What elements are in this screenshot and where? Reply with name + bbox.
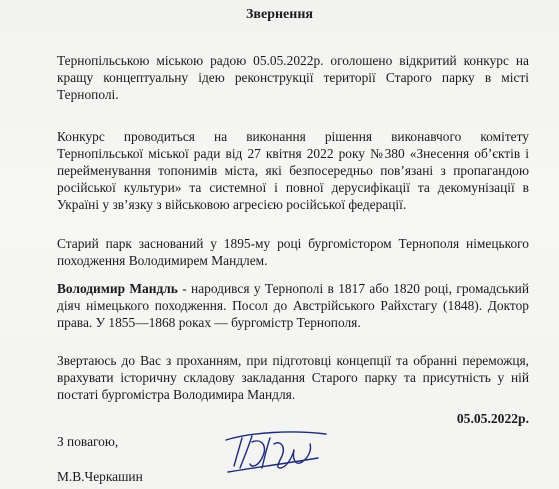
paragraph-mandl-bio <box>57 280 529 331</box>
text-line: перейменування топонимів міста, які безпосередньо пов’язані з пропагандою <box>57 163 529 178</box>
text-line: Україні у зв’язку з військовою агресією російської федерації. <box>57 197 407 212</box>
text-line: російської культури» та системної і повної дерусифікації та декомунізації в <box>57 180 529 195</box>
text-line: Старий парк заснований у 1895-му році бургомістором Тернополя німецького <box>57 236 529 251</box>
text-line: кращу концептуальну ідею реконструкції території Старого парку в місті <box>57 70 529 85</box>
text-line: Тернопільською міською радою 05.05.2022р. оголошено відкритий конкурс на <box>57 53 529 68</box>
text-line <box>57 280 529 297</box>
document-date: 05.05.2022р. <box>456 411 529 426</box>
text-line: Звертаюсь до Вас з проханням, при підготовці концепції та обранні переможця, <box>57 353 529 368</box>
text-line: походження Володимирем Мандлем. <box>57 253 268 268</box>
text-line: права. У 1855—1868 роках — бургомістр Тернополя. <box>57 315 361 330</box>
closing-regards: З повагою, <box>57 434 119 449</box>
document-title: Звернення <box>246 7 313 22</box>
text-line: Конкурс проводиться на виконання рішення виконавчого комітету <box>57 129 529 144</box>
paragraph-contest-announcement <box>57 52 529 103</box>
paragraph-request <box>57 352 529 403</box>
paragraph-park-history <box>57 235 529 269</box>
text-line: постаті бургомістра Володимира Мандля. <box>57 387 296 402</box>
text-segment: - народився у Тернополі в 1817 або 1820 році, громадський <box>177 281 530 296</box>
text-line: Тернопільської міської ради від 27 квітня 2022 року №380 «Знесення об’єктів і <box>57 146 529 161</box>
paragraph-contest-basis <box>57 128 529 213</box>
text-line: врахувати історичну складову закладання Старого парку та присутність у ній <box>57 370 529 385</box>
text-line: діяч німецького походження. Посол до Австрійського Райхстагу (1848). Доктор <box>57 298 529 313</box>
handwritten-signature <box>222 428 332 476</box>
mandl-name: Володимир Мандль <box>57 281 178 296</box>
signer-name: М.В.Черкашин <box>57 469 143 484</box>
text-line: Тернополі. <box>57 87 119 102</box>
